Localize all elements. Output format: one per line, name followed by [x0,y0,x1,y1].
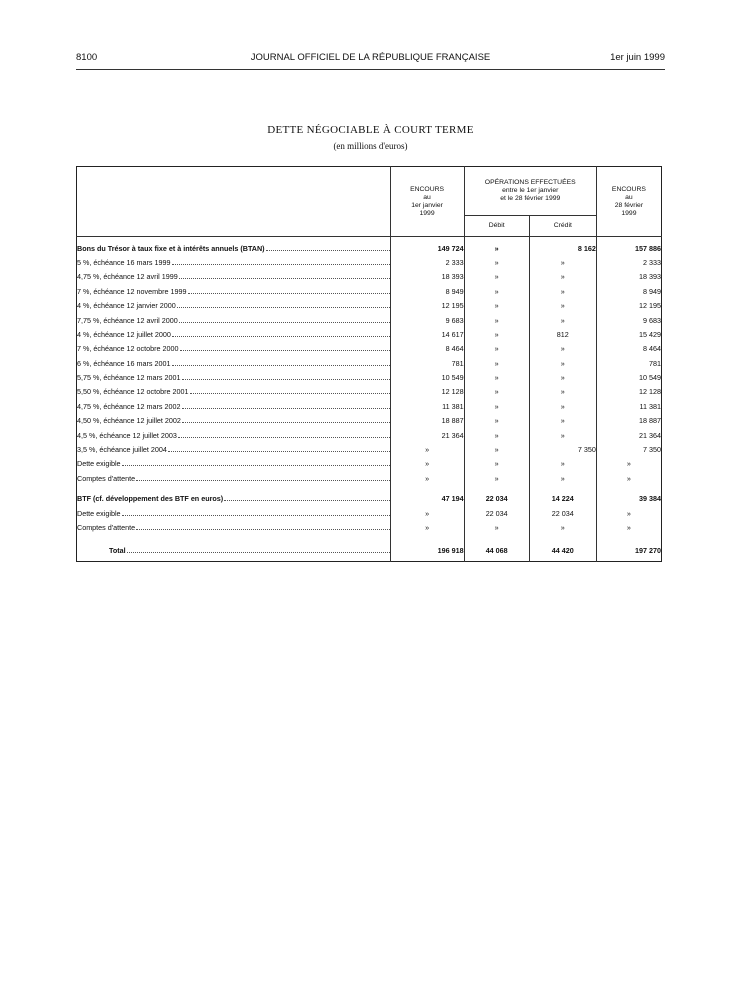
encours-end: 197 270 [596,541,661,562]
row-label [77,356,391,370]
encours-start: 14 617 [390,327,464,341]
encours-end: 18 887 [596,414,661,428]
row-label-text: 6 %, échéance 16 mars 2001 [77,358,171,368]
debit: » [464,428,529,442]
debit: » [464,327,529,341]
debit: » [464,385,529,399]
table-row [77,299,662,313]
credit: » [529,255,596,269]
table-row [77,457,662,471]
encours-end: 39 384 [596,491,661,505]
encours-start: 8 949 [390,284,464,298]
credit: 14 224 [529,491,596,505]
encours-start: 21 364 [390,428,464,442]
encours-end: 8 464 [596,342,661,356]
publication-date: 1er juin 1999 [610,52,665,63]
encours-end: 18 393 [596,270,661,284]
row-label-text: 7 %, échéance 12 octobre 2000 [77,344,179,354]
encours-end: 781 [596,356,661,370]
table-row [77,313,662,327]
row-label [77,520,391,534]
header-line: au [423,193,431,201]
journal-title: JOURNAL OFFICIEL DE LA RÉPUBLIQUE FRANÇAISE [250,52,491,63]
row-label [77,255,391,269]
table-row [77,471,662,485]
row-label-text: Dette exigible [77,459,121,469]
encours-start: 196 918 [390,541,464,562]
grand-total-row [77,541,662,562]
debit: » [464,299,529,313]
row-label-text: 4,75 %, échéance 12 mars 2002 [77,401,181,411]
encours-start: » [390,471,464,485]
row-label-text: 4,5 %, échéance 12 juillet 2003 [77,430,177,440]
btf-total-row [77,491,662,505]
table-row [77,385,662,399]
credit: » [529,299,596,313]
header-line: ENCOURS [410,185,445,193]
credit: » [529,385,596,399]
header-encours-end [596,167,661,237]
encours-end: » [596,471,661,485]
table-title: DETTE NÉGOCIABLE À COURT TERME [267,124,474,136]
encours-start: » [390,520,464,534]
table-row [77,342,662,356]
row-label [77,313,391,327]
encours-end: 12 128 [596,385,661,399]
credit: » [529,414,596,428]
row-label-text: BTF (cf. développement des BTF en euros) [77,494,224,504]
debit: » [464,414,529,428]
encours-start: 2 333 [390,255,464,269]
row-label-text: 5,50 %, échéance 12 octobre 2001 [77,387,189,397]
table-row [77,520,662,534]
row-label-text: Comptes d'attente [77,522,136,532]
encours-end: 11 381 [596,399,661,413]
row-label-text: 4,75 %, échéance 12 avril 1999 [77,272,178,282]
table-row [77,270,662,284]
debit: » [464,399,529,413]
header-label-cell [77,167,391,237]
header-line: entre le 1er janvier [502,187,559,194]
row-label [77,428,391,442]
encours-start: » [390,442,464,456]
row-label-text: 4 %, échéance 12 juillet 2000 [77,329,171,339]
row-label-text: 7 %, échéance 12 novembre 1999 [77,286,187,296]
table-row [77,442,662,456]
header-line: et le 28 février 1999 [500,195,561,202]
header-line: 28 février [614,201,644,209]
encours-start: » [390,506,464,520]
table-row [77,284,662,298]
row-label [77,399,391,413]
row-label [77,457,391,471]
row-label [77,342,391,356]
row-label [77,506,391,520]
page-number: 8100 [76,52,98,63]
table-row [77,428,662,442]
row-label [77,541,391,562]
encours-start: 149 724 [390,237,464,256]
encours-start: 47 194 [390,491,464,505]
debt-table [76,166,662,562]
row-label-text: 7,75 %, échéance 12 avril 2000 [77,315,178,325]
debit: » [464,370,529,384]
encours-start: 12 128 [390,385,464,399]
row-label [77,237,391,256]
row-label-text: 5 %, échéance 16 mars 1999 [77,258,171,268]
encours-end: 157 886 [596,237,661,256]
credit: 7 350 [529,442,596,456]
encours-end: 21 364 [596,428,661,442]
encours-end: » [596,506,661,520]
header-line: OPÉRATIONS EFFECTUÉES [484,179,576,186]
btan-total-row [77,237,662,256]
header-line: au [625,193,633,201]
row-label-text: Bons du Trésor à taux fixe et à intérêts annuels (BTAN) [77,243,265,253]
table-row [77,399,662,413]
table-subtitle: (en millions d'euros) [333,141,408,151]
encours-start: 12 195 [390,299,464,313]
row-label-text: Comptes d'attente [77,473,136,483]
encours-end: 10 549 [596,370,661,384]
debit: 22 034 [464,491,529,505]
debit: 22 034 [464,506,529,520]
header-line: 1999 [419,209,435,217]
encours-start: 18 393 [390,270,464,284]
debit: » [464,237,529,256]
header-rule [76,69,665,70]
row-label [77,370,391,384]
encours-start: » [390,457,464,471]
header-debit: Débit [464,216,529,237]
header-credit: Crédit [529,216,596,237]
credit: » [529,270,596,284]
row-label [77,442,391,456]
encours-start: 9 683 [390,313,464,327]
credit: » [529,284,596,298]
row-label [77,414,391,428]
row-label [77,270,391,284]
row-label-text: Total [109,546,126,556]
credit: 22 034 [529,506,596,520]
header-line: 1999 [621,209,637,217]
encours-end: 15 429 [596,327,661,341]
credit: 44 420 [529,541,596,562]
table-row [77,327,662,341]
encours-start: 10 549 [390,370,464,384]
table-row [77,370,662,384]
encours-end: » [596,520,661,534]
credit: » [529,399,596,413]
row-label-text: 4 %, échéance 12 janvier 2000 [77,301,176,311]
header-operations [464,167,596,216]
encours-start: 18 887 [390,414,464,428]
encours-start: 8 464 [390,342,464,356]
row-label [77,327,391,341]
debit: » [464,457,529,471]
encours-end: 2 333 [596,255,661,269]
debit: » [464,442,529,456]
row-label [77,471,391,485]
credit: » [529,457,596,471]
encours-end: 12 195 [596,299,661,313]
encours-end: 8 949 [596,284,661,298]
credit: » [529,370,596,384]
header-line: ENCOURS [611,185,646,193]
credit: » [529,471,596,485]
credit: 812 [529,327,596,341]
row-label-text: 5,75 %, échéance 12 mars 2001 [77,373,181,383]
table-row [77,356,662,370]
credit: 8 162 [529,237,596,256]
table-row [77,414,662,428]
page-header [76,52,665,68]
debit: 44 068 [464,541,529,562]
credit: » [529,313,596,327]
credit: » [529,520,596,534]
row-label [77,385,391,399]
row-label-text: 4,50 %, échéance 12 juillet 2002 [77,416,181,426]
table-row [77,506,662,520]
debit: » [464,520,529,534]
debit: » [464,284,529,298]
row-label [77,299,391,313]
credit: » [529,342,596,356]
encours-end: » [596,457,661,471]
row-label-text: 3,5 %, échéance juillet 2004 [77,444,167,454]
header-line: 1er janvier [411,201,443,209]
debit: » [464,342,529,356]
debit: » [464,356,529,370]
header-encours-start [390,167,464,237]
debit: » [464,471,529,485]
row-label [77,284,391,298]
credit: » [529,356,596,370]
credit: » [529,428,596,442]
encours-end: 9 683 [596,313,661,327]
row-label-text: Dette exigible [77,508,121,518]
encours-start: 11 381 [390,399,464,413]
encours-end: 7 350 [596,442,661,456]
table-row [77,255,662,269]
debit: » [464,313,529,327]
row-label [77,491,391,505]
debit: » [464,255,529,269]
encours-start: 781 [390,356,464,370]
debit: » [464,270,529,284]
